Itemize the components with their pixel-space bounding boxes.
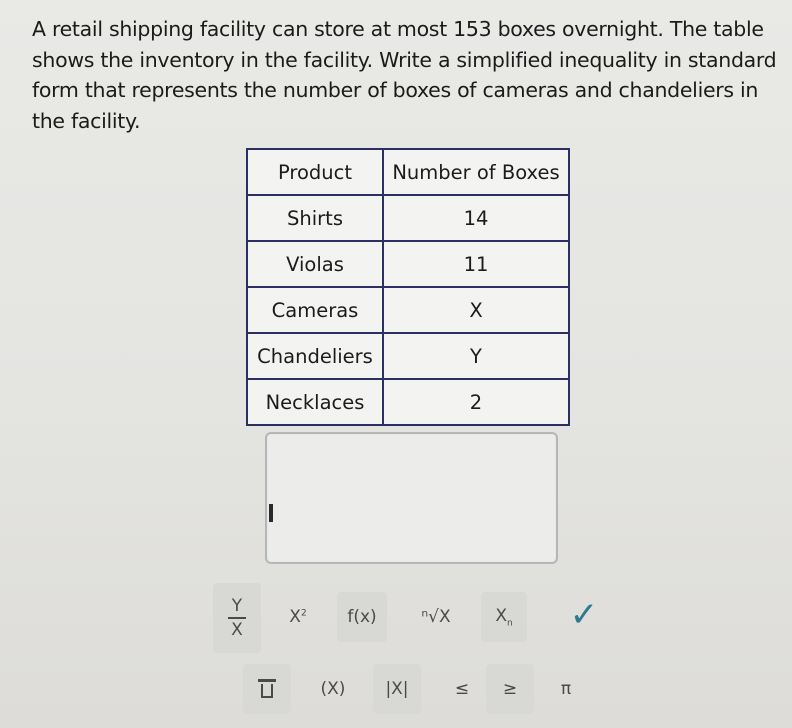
pi-button[interactable]: [542, 664, 590, 714]
inventory-table: [246, 148, 570, 426]
exponent-icon: $X^2$: [289, 607, 307, 627]
less-equal-button[interactable]: [438, 664, 486, 714]
boxes-cell: 2: [383, 379, 569, 425]
table-row: [247, 379, 569, 425]
fraction-button[interactable]: [213, 583, 261, 653]
trash-icon: [258, 679, 276, 699]
product-cell: Necklaces: [247, 379, 383, 425]
product-cell: Shirts: [247, 195, 383, 241]
submit-button[interactable]: [556, 588, 612, 642]
boxes-cell: X: [383, 287, 569, 333]
function-button[interactable]: [337, 592, 387, 642]
parentheses-button[interactable]: [309, 664, 357, 714]
header-number-of-boxes: Number of Boxes: [383, 149, 569, 195]
pi-icon: π: [560, 679, 572, 699]
table-row: [247, 333, 569, 379]
function-icon: f(x): [347, 607, 377, 627]
product-cell: Cameras: [247, 287, 383, 333]
exponent-button[interactable]: [274, 592, 322, 642]
nth-root-icon: ⁿ√X: [421, 607, 451, 627]
check-icon: ✓: [569, 595, 599, 635]
less-equal-icon: ≤: [454, 679, 470, 699]
absolute-value-button[interactable]: [373, 664, 421, 714]
answer-input[interactable]: [265, 432, 558, 564]
nth-root-button[interactable]: [405, 592, 467, 642]
parentheses-icon: (X): [320, 679, 346, 699]
fraction-icon: $\frac{Y}{X}$: [228, 597, 246, 639]
subscript-button[interactable]: [481, 592, 527, 642]
boxes-cell: 14: [383, 195, 569, 241]
boxes-cell: 11: [383, 241, 569, 287]
table-row: [247, 287, 569, 333]
question-text: A retail shipping facility can store at most 153 boxes overnight. The table shows the inventory in the facility. Write a simplified inequality in standard form that represents the number of boxes of cameras and chandeliers in the facility.: [32, 17, 777, 133]
table-row: [247, 241, 569, 287]
header-product: Product: [247, 149, 383, 195]
delete-button[interactable]: [243, 664, 291, 714]
text-cursor: [269, 504, 273, 522]
greater-equal-button[interactable]: [486, 664, 534, 714]
absolute-value-icon: |X|: [385, 679, 409, 699]
greater-equal-icon: ≥: [502, 679, 518, 699]
subscript-icon: $X_n$: [495, 605, 513, 629]
product-cell: Chandeliers: [247, 333, 383, 379]
table-header-row: [247, 149, 569, 195]
table-row: [247, 195, 569, 241]
product-cell: Violas: [247, 241, 383, 287]
boxes-cell: Y: [383, 333, 569, 379]
